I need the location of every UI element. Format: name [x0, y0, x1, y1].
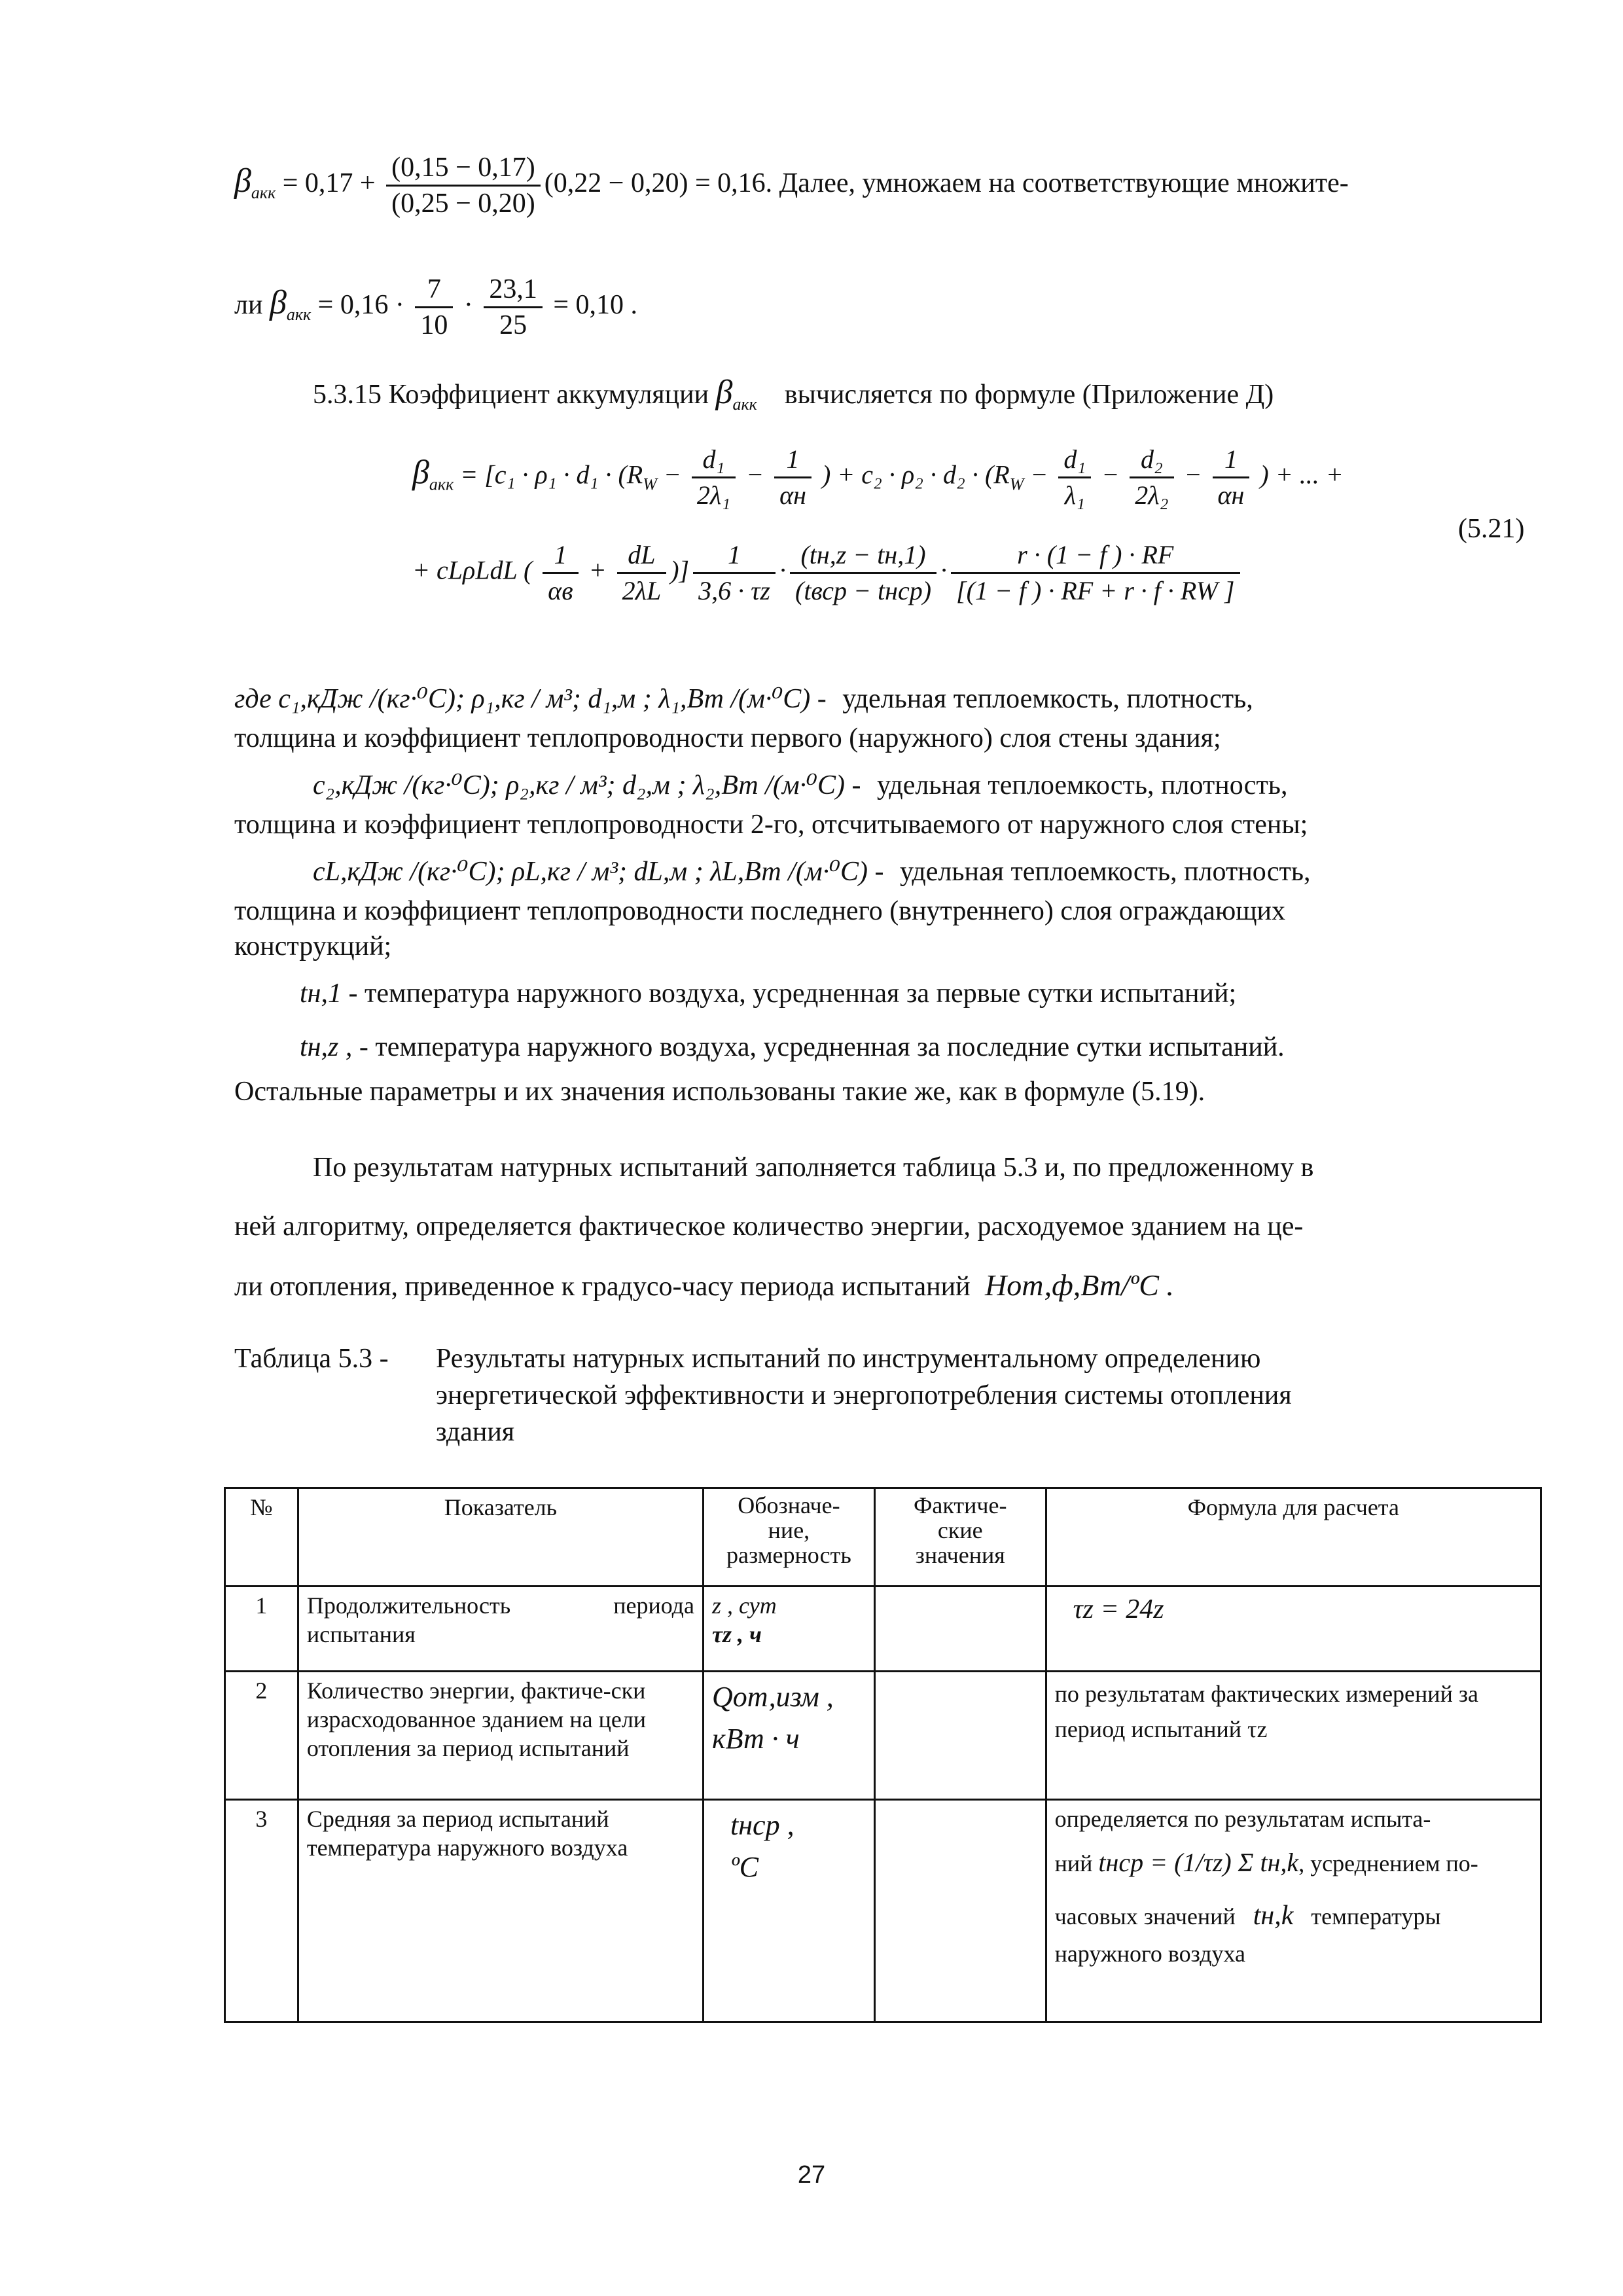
minus-sign: − — [746, 459, 764, 490]
frac-num: dL — [617, 538, 667, 574]
symbol-b: ºC — [730, 1851, 758, 1883]
def-text: - температура наружного воздуха, усредненная за последние сутки испытаний. — [359, 1032, 1285, 1062]
beta-subscript: акк — [251, 183, 276, 203]
eq2-fraction-1 — [415, 272, 453, 342]
section-prefix: 5.3.15 Коэффициент аккумуляции — [313, 380, 709, 410]
row2-close: )] — [670, 555, 690, 585]
frac-num: 1 — [774, 442, 812, 478]
formula-c-text: часовых значений — [1054, 1903, 1236, 1929]
row2-start: + cLρLdL ( — [412, 555, 533, 585]
beta-symbol: β — [412, 454, 429, 492]
frac-den: αн — [779, 480, 806, 510]
row1-frac-1 — [692, 442, 736, 512]
row1-end: ) + ... + — [1260, 459, 1344, 490]
equation-beta-multiply — [234, 272, 637, 342]
para-line-2: ней алгоритму, определяется фактическое количество энергии, расходуемое зданием на це- — [234, 1211, 1304, 1242]
formula-b-lead: ний — [1054, 1850, 1093, 1876]
symbol-a: tнср , — [730, 1809, 794, 1841]
symbol-a: Qот,изм , — [711, 1681, 834, 1713]
para-line3-text: ли отопления, приведенное к градусо-часу периода испытаний — [234, 1272, 971, 1302]
section-5-3-15 — [313, 374, 1274, 423]
row1-mid: ) + c₂ · ρ₂ · d₂ · (R — [821, 459, 1010, 490]
frac-den: αн — [1217, 480, 1245, 510]
def-math: tн,1 — [300, 978, 342, 1009]
eq2-f2-den: 25 — [499, 310, 527, 340]
eq1-frac-den: (0,25 − 0,20) — [391, 188, 535, 219]
symbol-b: τz , ч — [711, 1621, 762, 1647]
frac-den: (tвср − tнср) — [795, 576, 932, 605]
cell-value — [874, 1587, 1046, 1672]
def-text: - температура наружного воздуха, усредненная за первые сутки испытаний; — [348, 978, 1237, 1009]
formula-text: τz = 24z — [1073, 1594, 1164, 1624]
para-line-3 — [234, 1267, 1174, 1305]
beta-symbol: β — [715, 374, 733, 411]
table-caption-line2: энергетической эффективности и энергопотребления системы отопления — [436, 1380, 1292, 1410]
eq1-frac-num: (0,15 − 0,17) — [386, 151, 541, 187]
frac-den: λ₁ — [1064, 480, 1085, 510]
cell-name: Количество энергии, фактиче-ски израсходованное зданием на цели отопления за период испытаний — [298, 1672, 703, 1800]
frac-den: 2λ₂ — [1135, 480, 1169, 510]
frac-den: αв — [548, 576, 573, 605]
frac-num: d₂ — [1130, 442, 1173, 478]
eq2-fraction-2 — [484, 272, 543, 342]
def-math: c₂,кДж /(кг·⁰С); ρ₂,кг / м³; d₂,м ; λ₂,Вт /(м·⁰С) - — [313, 770, 861, 800]
results-table — [224, 1487, 1542, 2023]
def-text: удельная теплоемкость, плотность, — [877, 770, 1288, 800]
frac-num: d₁ — [692, 442, 736, 478]
row2-frac-2 — [617, 538, 667, 608]
beta-subscript: акк — [286, 305, 312, 325]
table-row — [225, 1587, 1541, 1672]
row1-frac-5 — [1213, 442, 1250, 512]
beta-subscript: акк — [732, 395, 757, 414]
para-line3-math: Hот,ф,Вт/ºС . — [985, 1268, 1174, 1302]
def-line-3 — [313, 767, 1287, 804]
beta-symbol: β — [269, 284, 287, 322]
cell-formula — [1046, 1800, 1541, 2022]
table-row — [225, 1800, 1541, 2022]
rw-subscript: W — [1009, 475, 1024, 494]
frac-num: r · (1 − f ) · RF — [951, 538, 1240, 574]
cell-no: 2 — [225, 1672, 298, 1800]
cell-formula — [1046, 1587, 1541, 1672]
table-caption-line3: здания — [436, 1417, 515, 1447]
cell-name: Средняя за период испытаний температура наружного воздуха — [298, 1800, 703, 2022]
row1-start: = [c₁ · ρ₁ · d₁ · (R — [460, 459, 643, 490]
eq1-tail: (0,22 − 0,20) = 0,16 — [544, 168, 766, 199]
table-caption-line1: Результаты натурных испытаний по инструментальному определению — [436, 1344, 1261, 1374]
def-line-8 — [300, 975, 1236, 1012]
symbol-a: z , сут — [711, 1592, 777, 1619]
frac-den: 2λL — [622, 576, 662, 605]
eq2-result: = 0,10 . — [553, 290, 638, 321]
row1-frac-3 — [1058, 442, 1091, 512]
row2-frac-3 — [693, 538, 776, 608]
def-line-5 — [313, 853, 1311, 890]
plus-sign: + — [588, 555, 607, 585]
formula-line-b — [1055, 1833, 1532, 1893]
def-text: удельная теплоемкость, плотность, — [842, 684, 1253, 714]
frac-num: 1 — [1213, 442, 1250, 478]
eq1-constant: = 0,17 + — [282, 168, 376, 199]
formula-line-a: определяется по результатам испыта- — [1054, 1806, 1431, 1832]
frac-num: d₁ — [1058, 442, 1091, 478]
def-math: где c₁,кДж /(кг·⁰С); ρ₁,кг / м³; d₁,м ; λ₁,Вт /(м·⁰С) - — [234, 684, 827, 714]
def-math: cL,кДж /(кг·⁰С); ρL,кг / м³; dL,м ; λL,Вт /(м·⁰С) - — [313, 857, 884, 887]
beta-subscript: акк — [429, 475, 454, 494]
th-formula: Формула для расчета — [1046, 1488, 1541, 1587]
def-line-10: Остальные параметры и их значения использованы такие же, как в формуле (5.19). — [234, 1077, 1205, 1107]
th-symbol: Обозначе- ние, размерность — [703, 1488, 874, 1587]
cell-formula: по результатам фактических измерений за период испытаний τz — [1046, 1672, 1541, 1800]
th-number: № — [225, 1488, 298, 1587]
beta-symbol: β — [234, 162, 251, 200]
eq2-dot: · — [463, 290, 473, 321]
formula-5-21-row1 — [412, 442, 1344, 512]
cell-name: Продолжительность периода испытания — [298, 1587, 703, 1672]
cell-value — [874, 1672, 1046, 1800]
th-indicator: Показатель — [298, 1488, 703, 1587]
formula-b-math: tнср = (1/τz) Σ tн,k — [1098, 1848, 1299, 1877]
row2-frac-5 — [951, 538, 1240, 608]
th-actual: Фактиче- ские значения — [874, 1488, 1046, 1587]
minus-sign: − — [1101, 459, 1120, 490]
def-line-4: толщина и коэффициент теплопроводности 2-го, отсчитываемого от наружного слоя стены; — [234, 810, 1308, 840]
formula-5-21-row2: + cLρLdL ( $\frac{1}{\alpha в}$ + $\frac{dL}{2\lambda L}$ )] $\frac{1}{3,6 \cdot \tau z}$ · $\frac{(tн,z - tн,1)}{\text{(tвср − tнср)}}$ · $\frac{r \cdot (1 - f ) \cdot RF}{[(1 - f ) \cdot RF + r \cdot f \cdot RW ]}$ — [412, 538, 1244, 608]
row1-frac-2 — [774, 442, 812, 512]
formula-line-c — [1055, 1893, 1532, 1939]
cell-no: 1 — [225, 1587, 298, 1672]
table-caption-label: Таблица 5.3 - — [234, 1344, 389, 1374]
eq2-f1-num: 7 — [415, 272, 453, 308]
formula-c-tail: температуры — [1311, 1903, 1441, 1929]
frac-num: (tн,z − tн,1) — [790, 538, 936, 574]
minus-sign: − — [1184, 459, 1202, 490]
formula-c-math: tн,k — [1253, 1901, 1294, 1931]
cell-symbol — [703, 1800, 874, 2022]
def-line-6: толщина и коэффициент теплопроводности последнего (внутреннего) слоя ограждающих — [234, 896, 1286, 926]
minus-sign: − — [1030, 459, 1048, 490]
symbol-b: кВт · ч — [711, 1723, 800, 1755]
row2-frac-1 — [543, 538, 578, 608]
table-header-row — [225, 1488, 1541, 1587]
formula-line-d: наружного воздуха — [1054, 1941, 1246, 1967]
frac-den: 3,6 · τz — [698, 576, 770, 605]
cell-symbol — [703, 1672, 874, 1800]
def-line-2: толщина и коэффициент теплопроводности первого (наружного) слоя стены здания; — [234, 723, 1221, 753]
minus-sign: − — [663, 459, 681, 490]
para-line-1: По результатам натурных испытаний заполняется таблица 5.3 и, по предложенному в — [313, 1153, 1314, 1183]
eq2-lead: ли — [234, 290, 263, 321]
equation-beta-interpolation — [234, 151, 1349, 221]
rw-subscript: W — [643, 475, 657, 494]
eq2-f2-num: 23,1 — [484, 272, 543, 308]
eq2-f1-den: 10 — [420, 310, 448, 340]
frac-num: 1 — [693, 538, 776, 574]
eq1-fraction — [386, 151, 541, 221]
cell-value — [874, 1800, 1046, 2022]
def-line-9 — [300, 1029, 1285, 1066]
row2-frac-4 — [790, 538, 936, 608]
formula-b-tail: , усреднением по- — [1298, 1850, 1478, 1876]
frac-num: 1 — [543, 538, 578, 574]
eq2-part-a: = 0,16 · — [317, 290, 404, 321]
eq1-text-after: . Далее, умножаем на соответствующие множите- — [765, 168, 1349, 199]
frac-den: 2λ₁ — [696, 480, 731, 510]
page-number: 27 — [797, 2161, 826, 2189]
table-row — [225, 1672, 1541, 1800]
def-line-7: конструкций; — [234, 931, 392, 961]
cell-symbol — [703, 1587, 874, 1672]
def-text: удельная теплоемкость, плотность, — [900, 857, 1311, 887]
row1-frac-4 — [1130, 442, 1173, 512]
def-line-1 — [234, 681, 1253, 717]
cell-no: 3 — [225, 1800, 298, 2022]
frac-den: [(1 − f ) · RF + r · f · RW ] — [956, 576, 1235, 605]
def-math: tн,z , — [300, 1032, 353, 1062]
formula-number: (5.21) — [1458, 514, 1525, 544]
section-suffix: вычисляется по формуле (Приложение Д) — [784, 380, 1274, 410]
